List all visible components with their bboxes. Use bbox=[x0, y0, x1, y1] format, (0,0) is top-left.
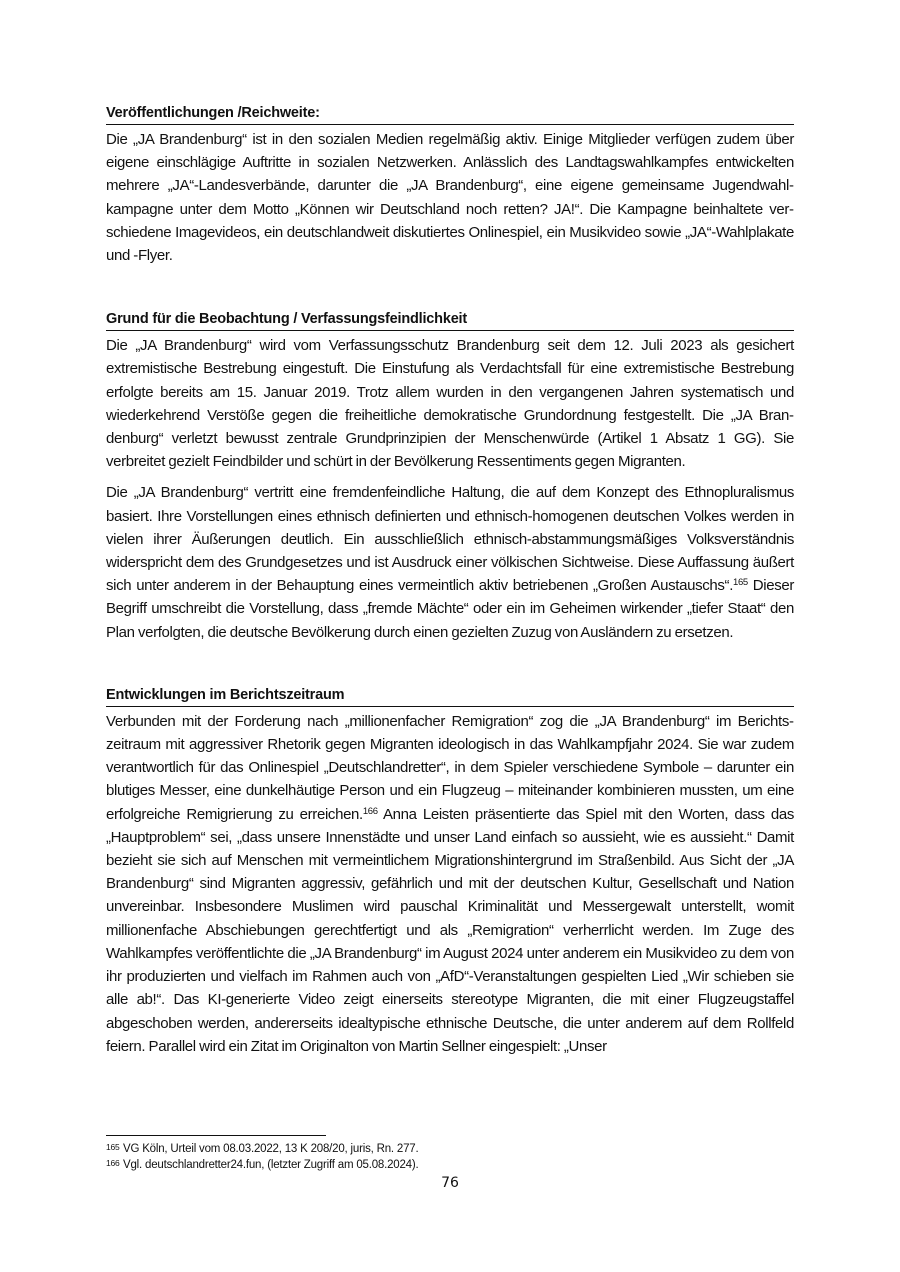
footnote-item bbox=[106, 1141, 794, 1157]
document-body bbox=[106, 104, 794, 1058]
section-publications bbox=[106, 104, 794, 267]
section-developments bbox=[106, 686, 794, 1058]
footnote-number: 166 bbox=[106, 1158, 120, 1168]
footnote-text: Vgl. deutschlandretter24.fun, (letzter Zugriff am 05.08.2024). bbox=[123, 1159, 419, 1171]
section-heading: Grund für die Beobachtung / Verfassungsfeindlichkeit bbox=[106, 310, 794, 331]
section-reason-for-observation bbox=[106, 310, 794, 644]
section-heading: Entwicklungen im Berichtszeitraum bbox=[106, 686, 794, 707]
paragraph: Die „JA Brandenburg“ vertritt eine fremdenfeindliche Haltung, die auf dem Konzept des Ethnopluralismus basiert. Ihre Vorstellungen eines ethnisch definierten und ethnisch-homogenen deutschen Volkes werden in vielen ihrer Äußerungen deutlich. Ein ausschließlich ethnisch-abstammungsmäßiges Volksverständnis widerspricht dem des Grundgesetzes und ist Ausdruck einer völkischen Sichtweise. Diese Auffassung äußert sich unter anderem in der Behauptung eines vermeintlich aktiv betriebenen „Großen Austauschs“.$^{165}$ Dieser Begriff umschreibt die Vorstellung, dass „fremde Mächte“ oder ein im Geheimen wirkender „tiefer Staat“ den Plan verfolgten, die deutsche Bevölkerung durch einen gezielten Zuzug von Ausländern zu ersetzen. bbox=[106, 484, 795, 641]
footnote-ref-166[interactable]: 166 bbox=[362, 805, 378, 817]
paragraph: Die „JA Brandenburg“ wird vom Verfassungsschutz Brandenburg seit dem 12. Juli 2023 als gesichert extremistische Bestrebung eingestuft. Die Einstufung als Verdachtsfall für eine extremistische Bestrebung erfolgte bereits am 15. Januar 2019. Trotz allem wurden in den vergangenen Jahren systematisch und wiederkehrend Verstöße gegen die freiheitliche demokratische Grundordnung festgestellt. Die „JA Brandenburg“ verletzt bewusst zentrale Grundprinzipien der Menschenwürde (Artikel 1 Absatz 1 GG). Sie verbreitet gezielt Feindbilder und schürt in der Bevölkerung Ressentiments gegen Migranten. bbox=[106, 337, 794, 471]
footnote-item bbox=[106, 1157, 794, 1173]
paragraph: Die „JA Brandenburg“ ist in den sozialen Medien regelmäßig aktiv. Einige Mitglieder verfügen zudem über eigene einschlägige Auftritte in sozialen Netzwerken. Anlässlich des Landtagswahlkampfes entwickelten mehrere „JA“-Landesverbände, darunter die „JA Brandenburg“, eine eigene gemeinsame Jugendwahlkampagne unter dem Motto „Können wir Deutschland noch retten? JA!“. Die Kampagne beinhaltete verschiedene Imagevideos, ein deutschlandweit diskutiertes Onlinespiel, ein Musikvideo sowie „JA“-Wahlplakate und -Flyer. bbox=[106, 131, 794, 265]
footnotes bbox=[106, 1141, 794, 1173]
footnote-text: VG Köln, Urteil vom 08.03.2022, 13 K 208/20, juris, Rn. 277. bbox=[123, 1143, 419, 1155]
paragraph: Verbunden mit der Forderung nach „millionenfacher Remigration“ zog die „JA Brandenburg“ im Berichtszeitraum mit aggressiver Rhetorik gegen Migranten ideologisch in das Wahlkampfjahr 2024. Sie war zudem verantwortlich für das Onlinespiel „Deutschlandretter“, in dem Spieler verschiedene Symbole – darunter ein blutiges Messer, eine dunkelhäutige Person und ein Flugzeug – miteinander kombinieren mussten, um eine erfolgreiche Remigrierung zu erreichen.$^{166}$ Anna Leisten präsentierte das Spiel mit den Worten, dass das „Hauptproblem“ sei, „dass unsere Innenstädte und unser Land einfach so aussieht, wie es aussieht.“ Damit bezieht sie sich auf Menschen mit vermeintlichem Migrationshintergrund im Straßenbild. Aus Sicht der „JA Brandenburg“ sind Migranten aggressiv, gefährlich und mit der deutschen Kultur, Gesellschaft und Nation unvereinbar. Insbesondere Muslimen wird pauschal Kriminalität und Messergewalt unterstellt, womit millionenfache Abschiebungen gerechtfertigt und als „Remigration“ verherrlicht werden. Im Zuge des Wahlkampfes veröffentlichte die „JA Brandenburg“ im August 2024 unter anderem ein Musikvideo zu dem von ihr produzierten und vielfach im Rahmen auch von „AfD“-Veranstaltungen gespielten Lied „Wir schieben sie alle ab!“. Das KI-generierte Video zeigt einerseits stereotype Migranten, die mit einer Flugzeugstaffel abgeschoben werden, andererseits idealtypische ethnische Deutsche, die unter anderem auf dem Rollfeld feiern. Parallel wird ein Zitat im Originalton von Martin Sellner eingespielt: „Unser bbox=[106, 712, 794, 1055]
footnote-ref-165[interactable]: 165 bbox=[733, 577, 748, 589]
section-heading: Veröffentlichungen /Reichweite: bbox=[106, 104, 794, 125]
footnote-separator bbox=[106, 1135, 326, 1136]
footnote-number: 165 bbox=[106, 1142, 120, 1152]
page-number: 76 bbox=[441, 1175, 459, 1191]
